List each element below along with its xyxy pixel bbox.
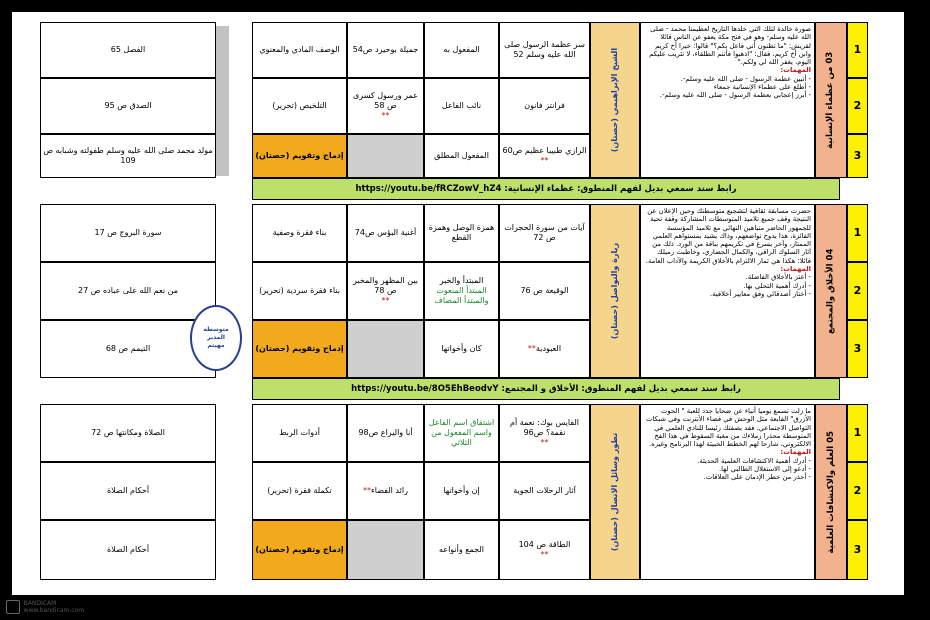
week2-reading-2: الوقيعة ص 76: [499, 262, 590, 320]
week3-row3-number: 3: [847, 520, 868, 580]
week3-task: - أحذر من خطر الإدمان على العلاقات.: [703, 473, 811, 482]
week3-tasks-label: المهمات:: [780, 448, 811, 457]
week2-grammar-3: كان وأخواتها: [424, 320, 499, 378]
week2-extra-2: من نعم الله على عباده ص 27: [40, 262, 216, 320]
week1-reading-3-text: الرازي طبيبا عظيم ص60: [502, 146, 587, 155]
week1-writing-1: الوصف المادي والمعنوي: [252, 22, 347, 78]
week2-reading-3-text: العبودية: [535, 344, 562, 353]
lesson-plan-table: [12, 12, 904, 595]
week1-dictation-1: جميلة بوحيرد ص54: [347, 22, 424, 78]
week3-reading-1-marks: **: [540, 438, 549, 447]
stamp-line: مهيتم: [207, 341, 225, 349]
week3-oral-lesson: تطور وسائل الاتصال (حصتان): [590, 404, 640, 580]
week1-dictation-2: [347, 78, 424, 134]
week1-reading-3-marks: **: [540, 156, 549, 165]
week1-row2-number: 2: [847, 78, 868, 134]
week1-oral-lesson: الشيخ الإبراهيمي (حصتان): [590, 22, 640, 178]
week3-reading-1-text: الفايس بوك: نعمة أم نقمة؟ ص96: [509, 418, 580, 437]
week2-grammar-2-text: المبتدأ والخبر: [439, 276, 484, 285]
week1-row1-number: 1: [847, 22, 868, 78]
week3-extra-2: أحكام الصلاة: [40, 462, 216, 520]
week2-row1-number: 1: [847, 204, 868, 262]
week1-grammar-3: المفعول المطلق: [424, 134, 499, 178]
week1-reading-2: فرانتز فانون: [499, 78, 590, 134]
week3-reading-3: [499, 520, 590, 580]
week1-extra-2: الصدق ص 95: [40, 78, 216, 134]
week2-description: [640, 204, 815, 378]
week2-extra-1: سورة البروج ص 17: [40, 204, 216, 262]
week1-reading-3: [499, 134, 590, 178]
week3-extra-3: أحكام الصلاة: [40, 520, 216, 580]
week2-row2-number: 2: [847, 262, 868, 320]
week3-writing-1: أدوات الربط: [252, 404, 347, 462]
week1-task: - أتبين عظمة الرسول - صلى الله عليه وسلم-.: [680, 74, 811, 83]
week2-reading-3-marks: **: [527, 344, 536, 353]
week1-dictation-2-marks: **: [381, 111, 390, 120]
week1-writing-2: التلخيص (تحرير): [252, 78, 347, 134]
week3-description: [640, 404, 815, 580]
week1-row3-number: 3: [847, 134, 868, 178]
week1-side-band: [216, 26, 229, 176]
week3-row2-number: 2: [847, 462, 868, 520]
week2-task: - أعتز بالأخلاق الفاضلة.: [745, 273, 811, 282]
week3-integration-assessment: إدماج وتقويم (حصتان): [252, 520, 347, 580]
week2-writing-1: بناء فقرة وصفية: [252, 204, 347, 262]
week3-reading-1: [499, 404, 590, 462]
week3-reading-2: آثار الرحلات الجوية: [499, 462, 590, 520]
bandicam-logo-icon: [6, 600, 20, 614]
week3-dictation-2: [347, 462, 424, 520]
watermark-text: BANDICAM www.bandicam.com: [23, 600, 85, 614]
week1-integration-assessment: إدماج وتقويم (حصتان): [252, 134, 347, 178]
stamp-line: المدير: [207, 334, 225, 342]
week2-audio-link[interactable]: https://youtu.be/8O5EhBeodvY :رابط سند سمعي بديل لفهم المنطوق: الأخلاق و المجتمع: [252, 378, 840, 400]
week3-dictation-2-text: رائد الفضاء: [371, 486, 408, 495]
week2-task: - أدرك أهمية التحلي بها.: [743, 281, 811, 290]
week3-extra-1: الصلاة ومكانتها ص 72: [40, 404, 216, 462]
week1-dictation-2-text: عمر ورسول كسرى ص 58: [353, 91, 418, 110]
week1-reading-1: سر عظمة الرسول صلى الله عليه وسلم 52: [499, 22, 590, 78]
week3-grammar-3: الجمع وأنواعه: [424, 520, 499, 580]
week1-description: [640, 22, 815, 178]
week2-task: - أختار أصدقائي وفق معايير أخلاقية.: [710, 289, 811, 298]
week2-reading-1: آيات من سورة الحجرات ص 72: [499, 204, 590, 262]
week3-intro: ما زلت تسمع يوميا أنباء عن ضحايا جدد للعبة " الحوت الأزرق" القابعة مثل الوحش في فضاء الأنترنت وفي شبكات التواصل الاجتماعي. فقد بصفتك رئيسا للنادي العلمي في المتوسطة محذرا زملاءك من مغبة السقوط في هذا الفخ الالكتروني، شارحا لهم الخطط الخبيثة لهذا البرنامج وغيره.: [646, 407, 811, 449]
week1-grammar-2: نائب الفاعل: [424, 78, 499, 134]
week1-extra-3: مولد محمد صلى الله عليه وسلم طفولته وشبابه ص 109: [40, 134, 216, 178]
week2-extra-3: التيمم ص 68: [40, 320, 216, 378]
recording-watermark: [6, 600, 116, 614]
week2-intro: حضرت مسابقة ثقافية لتشجيع متوسطتك وحين الإعلان عن النتيجة وقف جميع تلاميذ المتوسطات المشاركة وقفة تحية للجمهور الحاضر متباهين النهائي مع تلاميذ المؤسسة الفائزة، هذا يدوح تواضعهم، وذاك يشيد بمستواهم العلمي الممتاز، وآخر يسرع في تكريمهم بباقة من الورد. ذلك من آثار السلوك الراقي، والكمال الحضاري، وخاطبت زميلك قائلا: هكذا هي ثمار الالتزام بالأخلاق الكريمة والآداب العامة.: [645, 207, 811, 265]
week1-intro: صورة خالدة لتلك التي خلدها التاريخ لعظيمنا محمد - صلى الله عليه وسلم- وهو في فتح مكة يعفو عن الناس قائلا لقريش: "ما تظنون أني فاعل بكم؟" قالوا: خيرا أخ كريم وابن أخ كريم، فقال: "اذهبوا فأنتم الطلقاء، لا تثريب عليكم اليوم، يغفر الله لي ولكم.": [649, 25, 811, 67]
week1-extra-1: الفصل 65: [40, 22, 216, 78]
week3-task: - أدعو إلى الاستغلال الطالبي لها.: [719, 464, 811, 473]
week3-dictation-1: أنا واليراع ص98: [347, 404, 424, 462]
week1-task: - أطلع على عظماء الإنسانية جمعاء: [713, 82, 811, 91]
week3-theme: 05 العلم والاكتشافات العلمية: [815, 404, 847, 580]
week2-dictation-2: [347, 262, 424, 320]
week1-task: - أبرز إعجابي بعظمة الرسول - صلى الله عليه وسلم-.: [659, 91, 811, 100]
week2-row3-number: 3: [847, 320, 868, 378]
week2-reading-3: [499, 320, 590, 378]
week2-writing-2: بناء فقرة سردية (تحرير): [252, 262, 347, 320]
week3-grammar-1: اشتقاق اسم الفاعل واسم المفعول من الثلاثي: [424, 404, 499, 462]
week2-grammar-2: [424, 262, 499, 320]
week2-integration-assessment: إدماج وتقويم (حصتان): [252, 320, 347, 378]
week3-dictation-3: [347, 520, 424, 580]
week2-tasks-label: المهمات:: [780, 264, 811, 273]
week3-grammar-2: إن وأخواتها: [424, 462, 499, 520]
week1-grammar-1: المفعول به: [424, 22, 499, 78]
week2-grammar-1: همزة الوصل وهمزة القطع: [424, 204, 499, 262]
stamp-line: متوسطة: [203, 326, 229, 334]
week2-dictation-2-marks: **: [381, 296, 390, 305]
week3-task: - أدرك أهمية الاكتشافات العلمية الحديثة.: [697, 456, 811, 465]
week2-grammar-2-note: المبتدأ المنعوت والمبتدأ المضاف: [434, 286, 489, 305]
school-stamp: [190, 305, 242, 371]
week2-dictation-1: أغنية البؤس ص74: [347, 204, 424, 262]
week3-row1-number: 1: [847, 404, 868, 462]
week2-oral-lesson: زيارة والتواصل (حصتان): [590, 204, 640, 378]
week1-tasks-label: المهمات:: [780, 66, 811, 75]
week3-dictation-2-marks: **: [363, 486, 372, 495]
week3-writing-2: تكملة فقرة (تحرير): [252, 462, 347, 520]
week1-audio-link[interactable]: https://youtu.be/fRCZowV_hZ4 :رابط سند سمعي بديل لفهم المنطوق: عظماء الإنسانية: [252, 178, 840, 200]
week2-dictation-2-text: بين المظهر والمخبر ص 78: [353, 276, 418, 295]
week3-reading-3-marks: **: [540, 550, 549, 559]
week3-reading-3-text: الطاقة ص 104: [518, 540, 571, 549]
week1-theme: 03 من عظماء الإنسانية: [815, 22, 847, 178]
week2-theme: 04 الأخلاق والمجتمع: [815, 204, 847, 378]
week2-dictation-3: [347, 320, 424, 378]
week1-dictation-3: [347, 134, 424, 178]
